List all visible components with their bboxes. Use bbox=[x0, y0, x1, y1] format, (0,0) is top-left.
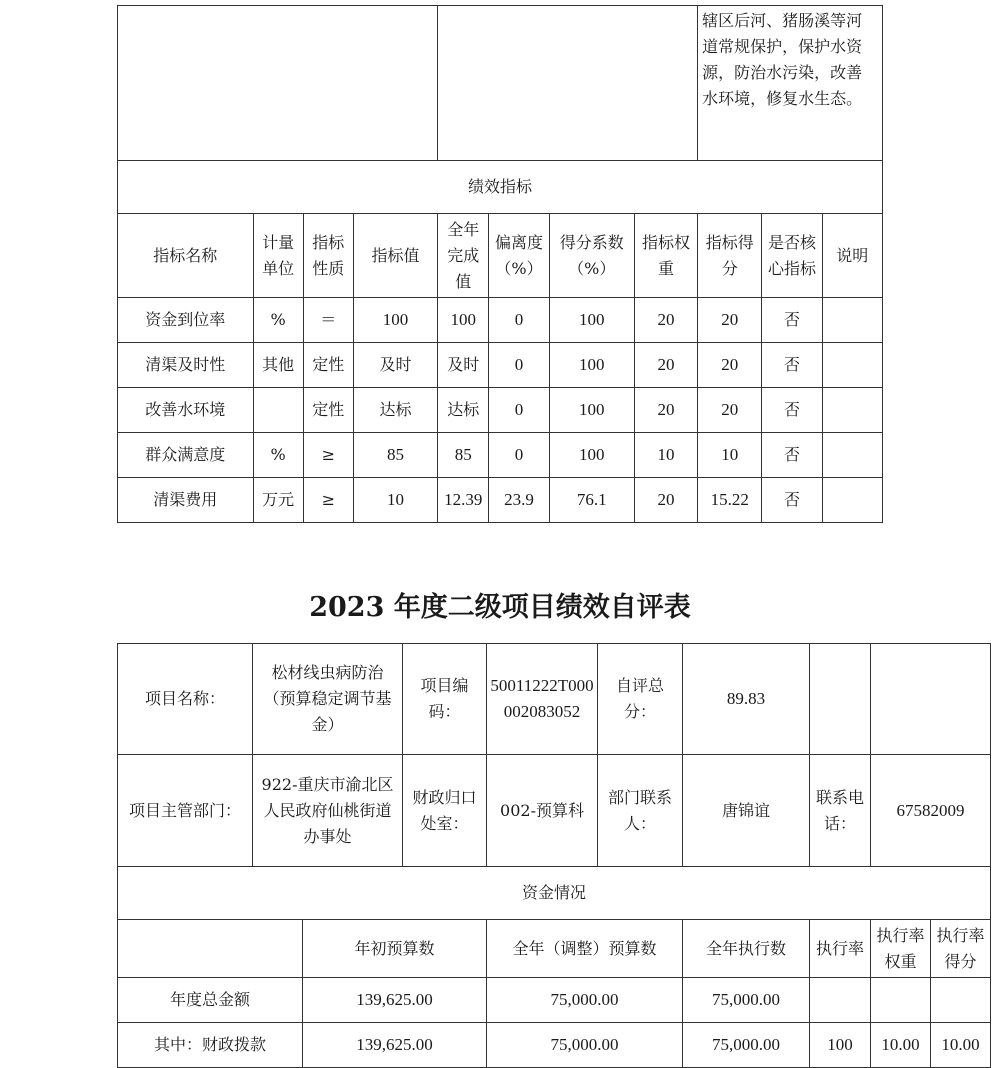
project-name-label: 项目名称： bbox=[118, 644, 253, 755]
header-cell: 偏离度（%） bbox=[489, 214, 549, 298]
table-cell bbox=[822, 343, 882, 388]
header-cell: 全年（调整）预算数 bbox=[487, 920, 683, 978]
empty-cell bbox=[810, 644, 871, 755]
table-cell: 否 bbox=[762, 478, 822, 523]
table-cell: 100 bbox=[549, 343, 634, 388]
table-row bbox=[118, 1023, 991, 1068]
table-cell bbox=[871, 978, 931, 1023]
table-cell: 否 bbox=[762, 388, 822, 433]
table-cell: 75,000.00 bbox=[683, 1023, 810, 1068]
table-cell: 20 bbox=[698, 388, 762, 433]
table-cell: ≥ bbox=[303, 433, 353, 478]
table-cell: 85 bbox=[353, 433, 437, 478]
table-row bbox=[118, 433, 883, 478]
table-cell: 20 bbox=[634, 343, 697, 388]
section-title-indicators: 绩效指标 bbox=[118, 161, 883, 214]
self-score-value: 89.83 bbox=[683, 644, 810, 755]
table-cell bbox=[931, 978, 991, 1023]
finance-office-value: 002-预算科 bbox=[487, 755, 598, 867]
table-cell: 达标 bbox=[353, 388, 437, 433]
header-cell: 说明 bbox=[822, 214, 882, 298]
indicator-name: 改善水环境 bbox=[118, 388, 254, 433]
top-empty-cell bbox=[438, 6, 698, 161]
table-cell: 100 bbox=[438, 298, 489, 343]
header-cell: 执行率得分 bbox=[931, 920, 991, 978]
table-cell: 否 bbox=[762, 433, 822, 478]
table-cell: 定性 bbox=[303, 388, 353, 433]
phone-label: 联系电话： bbox=[810, 755, 871, 867]
project-code-value: 50011222T000002083052 bbox=[487, 644, 598, 755]
contact-value: 唐锦谊 bbox=[683, 755, 810, 867]
contact-label: 部门联系人： bbox=[598, 755, 683, 867]
table-cell: 100 bbox=[549, 298, 634, 343]
funds-header-row bbox=[118, 920, 991, 978]
indicator-name: 资金到位率 bbox=[118, 298, 254, 343]
table-cell: 75,000.00 bbox=[487, 978, 683, 1023]
table-cell: 10 bbox=[353, 478, 437, 523]
table-cell bbox=[822, 433, 882, 478]
top-empty-cell bbox=[118, 6, 438, 161]
table-cell: ＝ bbox=[303, 298, 353, 343]
table-cell: 75,000.00 bbox=[487, 1023, 683, 1068]
table-cell: 100 bbox=[353, 298, 437, 343]
table-cell: 75,000.00 bbox=[683, 978, 810, 1023]
self-score-label: 自评总分： bbox=[598, 644, 683, 755]
row-label: 其中：财政拨款 bbox=[118, 1023, 303, 1068]
page-title: 2023 年度二级项目绩效自评表 bbox=[309, 592, 691, 623]
header-cell: 执行率权重 bbox=[871, 920, 931, 978]
department-label: 项目主管部门： bbox=[118, 755, 253, 867]
table-row bbox=[118, 978, 991, 1023]
table-cell bbox=[810, 978, 871, 1023]
table-row bbox=[118, 343, 883, 388]
table-cell bbox=[253, 388, 303, 433]
table-cell: 达标 bbox=[438, 388, 489, 433]
performance-indicator-table bbox=[117, 5, 883, 523]
department-value: 922-重庆市渝北区人民政府仙桃街道办事处 bbox=[253, 755, 403, 867]
table-cell: 10 bbox=[634, 433, 697, 478]
section-title-funds: 资金情况 bbox=[118, 867, 991, 920]
table-cell: 20 bbox=[634, 478, 697, 523]
header-cell: 年初预算数 bbox=[303, 920, 487, 978]
table-cell bbox=[822, 298, 882, 343]
table-cell: 10.00 bbox=[931, 1023, 991, 1068]
table-cell: 0 bbox=[489, 388, 549, 433]
table-cell: 及时 bbox=[353, 343, 437, 388]
table-cell: 0 bbox=[489, 343, 549, 388]
table-cell: 100 bbox=[810, 1023, 871, 1068]
table-cell bbox=[822, 388, 882, 433]
table-cell: 20 bbox=[698, 343, 762, 388]
indicator-name: 清渠费用 bbox=[118, 478, 254, 523]
table-cell: 20 bbox=[634, 298, 697, 343]
table-cell: 及时 bbox=[438, 343, 489, 388]
table-cell: 其他 bbox=[253, 343, 303, 388]
header-cell: 指标权重 bbox=[634, 214, 697, 298]
project-code-label: 项目编码： bbox=[403, 644, 487, 755]
header-cell: 指标值 bbox=[353, 214, 437, 298]
header-cell: 全年完成值 bbox=[438, 214, 489, 298]
table-cell: 85 bbox=[438, 433, 489, 478]
table-cell: 15.22 bbox=[698, 478, 762, 523]
table-row bbox=[118, 298, 883, 343]
table-cell: 139,625.00 bbox=[303, 1023, 487, 1068]
row-label: 年度总金额 bbox=[118, 978, 303, 1023]
table-cell: 0 bbox=[489, 433, 549, 478]
table-cell: 0 bbox=[489, 298, 549, 343]
table-cell: 76.1 bbox=[549, 478, 634, 523]
table-row bbox=[118, 388, 883, 433]
table-cell: % bbox=[253, 298, 303, 343]
indicator-name: 清渠及时性 bbox=[118, 343, 254, 388]
table-cell: 定性 bbox=[303, 343, 353, 388]
table-cell: % bbox=[253, 433, 303, 478]
header-cell: 指标性质 bbox=[303, 214, 353, 298]
header-cell: 指标得分 bbox=[698, 214, 762, 298]
phone-value: 67582009 bbox=[871, 755, 991, 867]
table-cell: 10 bbox=[698, 433, 762, 478]
header-cell: 指标名称 bbox=[118, 214, 254, 298]
table-cell: 100 bbox=[549, 433, 634, 478]
table-cell: 23.9 bbox=[489, 478, 549, 523]
table-cell: 139,625.00 bbox=[303, 978, 487, 1023]
table-row bbox=[118, 478, 883, 523]
table-cell bbox=[822, 478, 882, 523]
table-cell: 否 bbox=[762, 298, 822, 343]
table-cell: 否 bbox=[762, 343, 822, 388]
header-cell: 执行率 bbox=[810, 920, 871, 978]
indicator-name: 群众满意度 bbox=[118, 433, 254, 478]
project-description: 辖区后河、猪肠溪等河道常规保护，保护水资源，防治水污染，改善水环境，修复水生态。 bbox=[698, 6, 883, 161]
finance-office-label: 财政归口处室： bbox=[403, 755, 487, 867]
table-cell: 万元 bbox=[253, 478, 303, 523]
header-cell: 全年执行数 bbox=[683, 920, 810, 978]
empty-cell bbox=[871, 644, 991, 755]
header-cell: 计量单位 bbox=[253, 214, 303, 298]
header-cell: 得分系数（%） bbox=[549, 214, 634, 298]
project-name-value: 松材线虫病防治（预算稳定调节基金） bbox=[253, 644, 403, 755]
indicator-header-row bbox=[118, 214, 883, 298]
header-cell bbox=[118, 920, 303, 978]
table-cell: 10.00 bbox=[871, 1023, 931, 1068]
table-cell: 100 bbox=[549, 388, 634, 433]
table-cell: 20 bbox=[634, 388, 697, 433]
table-cell: ≥ bbox=[303, 478, 353, 523]
table-cell: 20 bbox=[698, 298, 762, 343]
project-self-evaluation-table bbox=[117, 643, 991, 1068]
table-cell: 12.39 bbox=[438, 478, 489, 523]
header-cell: 是否核心指标 bbox=[762, 214, 822, 298]
